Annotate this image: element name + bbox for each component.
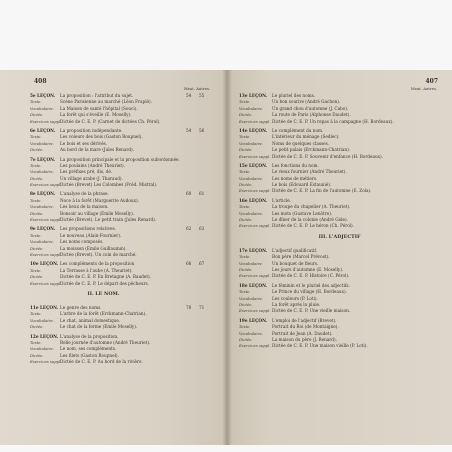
entry-label: 17e LEÇON. (239, 247, 268, 253)
entry-label: Dictée. (30, 112, 44, 118)
entry-label: Vocabulaire. (239, 260, 263, 266)
entry-text: Dictée de C. E. P. Histoire (C. Pérol). (272, 273, 350, 279)
page-ref-other: 55 (199, 93, 205, 98)
entry-label: 6e LEÇON. (30, 127, 56, 133)
entry-text: Les fonctions du nom. (272, 162, 319, 168)
contents-list (0, 93, 227, 365)
entry-row (0, 217, 227, 223)
entry-text: L'emploi de l'adjectif (Brevet). (272, 317, 337, 323)
entry-text: Scène Parisienne au marché (Léon Frapié). (60, 99, 152, 105)
entry-text: Les jours d'automne (E. Moselly). (272, 266, 344, 272)
entry-label: Dictée. (30, 274, 44, 280)
entry-text: Portrait du Roi (de Montaigne). (272, 324, 339, 330)
entry-text: Le pluriel des noms. (272, 93, 316, 98)
entry-text: La Maison de santé l'hôpital (Souci). (60, 105, 138, 111)
entry-text: Un grand chou d'automne (J. Cabo). (272, 105, 349, 111)
entry-text: Les couleurs (P. Loti). (272, 295, 318, 301)
entry-label: Texte. (30, 232, 42, 238)
entry-text: Les noms composés. (60, 239, 104, 245)
entry-text: Noce à la forêt (Marguerite Audoux). (60, 197, 139, 203)
entry-text: Les lieux de la maison. (60, 204, 109, 210)
entry-text: L'arbre de la forêt (Erckmann-Chatrian). (60, 311, 147, 317)
entry-label: 7e LEÇON. (30, 156, 56, 162)
entry-label: 14e LEÇON. (239, 127, 268, 133)
entry-text: Le vieux fournier (André Theuriet). (272, 169, 347, 175)
entry-label: Texte. (239, 324, 251, 330)
entry-text: Le genre des noms. (60, 304, 102, 310)
entry-label: Vocabulaire. (30, 317, 54, 323)
entry-label: Vocabulaire. (239, 175, 263, 181)
entry-text: Les voleurs des bois (Gaston Roupnel). (60, 134, 143, 140)
entry-text: L'analyse de la proposition. (60, 333, 119, 339)
entry-label: Texte. (30, 134, 42, 140)
page-number: 408 (34, 78, 47, 85)
entry-row (0, 182, 227, 188)
entry-label: Dictée. (239, 266, 253, 272)
page-ref-main: 66 (186, 261, 192, 267)
entry-text: Les filets (Gaston Roupnel). (60, 352, 119, 358)
entry-label: Texte. (239, 169, 251, 175)
entry-row (227, 188, 452, 194)
entry-label: Exercices suppl. (30, 359, 62, 365)
entry-label: Texte. (30, 99, 42, 105)
entry-text: Dictée (Brevet) Les Colombes (Fréd. Mistral). (60, 182, 158, 188)
entry-text: Le bois et ses dérivés. (60, 140, 108, 146)
entry-label: Vocabulaire. (30, 140, 54, 146)
entry-label: Exercices suppl. (30, 251, 62, 257)
entry-label: Exercices suppl. (239, 343, 271, 349)
entry-label: Dictée. (239, 112, 253, 118)
entry-text: Les poulains (André Theuriet). (60, 162, 125, 168)
entry-text: Dictée de C. E. P. Le départ des pêcheurs. (60, 280, 150, 286)
entry-text: Les noms de métiers. (272, 175, 318, 181)
entry-row (227, 343, 452, 349)
entry-label: 8e LEÇON. (30, 191, 56, 197)
page-ref-main: 54 (186, 127, 192, 133)
entry-label: Vocabulaire. (239, 105, 263, 111)
entry-label: Vocabulaire. (239, 330, 263, 336)
entry-row (0, 359, 227, 365)
entry-text: La moisson (Émile Guillaumin). (60, 245, 127, 251)
entry-text: La maison du père (J. Renard). (272, 336, 337, 342)
entry-row (227, 119, 452, 125)
entry-text: Dictée (Brevet). Un coin de marché. (60, 251, 137, 257)
entry-label: Dictée. (239, 147, 253, 153)
entry-label: Texte. (30, 267, 42, 273)
entry-label: Vocabulaire. (30, 346, 54, 352)
entry-text: L'analyse de la phrase. (60, 191, 109, 197)
entry-label: Vocabulaire. (30, 204, 54, 210)
entry-label: 16e LEÇON. (239, 197, 268, 203)
entry-text: La Terrasse à l'aube (A. Theuriet). (60, 267, 133, 273)
entry-label: 13e LEÇON. (239, 93, 268, 98)
entry-label: Exercices suppl. (239, 273, 271, 279)
entry-row (0, 147, 227, 153)
entry-text: Dictée de C. E. P. Une maison vieille (P. Loti). (272, 343, 368, 349)
entry-text: Le chat, animal domestique. (60, 317, 121, 323)
entry-text: Dictée de C. E. P. Au bord de la rivière. (60, 359, 143, 365)
entry-text: Le Prince du village (H. Bordeaux). (272, 289, 347, 295)
entry-text: Le petit palais (Erckmann-Chatrian). (272, 147, 351, 153)
entry-label: Dictée. (239, 217, 253, 223)
entry-text: La proposition principale et la proposition subordonnée. (60, 156, 180, 162)
entry-label: Texte. (239, 204, 251, 210)
entry-text: Les propositions relatives. (60, 226, 117, 232)
entry-text: Dictée de C. E. P. Une vieille maison. (272, 308, 351, 314)
entry-text: Portrait de Jean (A. Daudet). (272, 330, 333, 336)
entry-text: Bonsoir au village (Émile Moselly). (60, 210, 135, 216)
entry-label: Vocabulaire. (30, 169, 54, 175)
entry-text: L'adjectif qualificatif. (272, 247, 318, 253)
column-headings: Meat. Autres. (411, 87, 438, 91)
entry-label: Texte. (30, 162, 42, 168)
entry-label: Exercices suppl. (30, 118, 62, 124)
page-ref-main: 70 (186, 304, 192, 310)
entry-text: Les compléments de la proposition (60, 261, 135, 267)
entry-label: Vocabulaire. (30, 239, 54, 245)
page-ref-other: 71 (199, 304, 205, 310)
column-headings: Meat. Autres. (184, 87, 211, 91)
entry-label: Dictée. (30, 175, 44, 181)
entry-label: Exercices suppl. (239, 153, 271, 159)
page-ref-other: 67 (199, 261, 205, 267)
entry-label: Vocabulaire. (30, 105, 54, 111)
entry-label: 12e LEÇON. (30, 333, 59, 339)
entry-label: 18e LEÇON. (239, 282, 268, 288)
entry-label: 15e LEÇON. (239, 162, 268, 168)
entry-label: Texte. (239, 134, 251, 140)
entry-label: 9e LEÇON. (30, 226, 56, 232)
entry-text: Le chat de la ferme (Émile Moselly). (60, 324, 138, 330)
entry-text: L'intérieur du ménage (Sedlec). (272, 134, 340, 140)
entry-label: 10e LEÇON. (30, 261, 59, 267)
entry-text: Dictée (Brevet). Le petit train (Jules Renard). (60, 217, 157, 223)
entry-label: Texte. (30, 339, 42, 345)
entry-row (227, 223, 452, 229)
entry-text: Noms de quelques classes. (272, 140, 330, 146)
entry-label: 11e LEÇON. (30, 304, 59, 310)
entry-label: Dictée. (239, 336, 253, 342)
entry-label: Vocabulaire. (239, 140, 263, 146)
entry-label: Dictée. (30, 210, 44, 216)
entry-label: Exercices suppl. (239, 118, 271, 124)
entry-label: Dictée. (30, 245, 44, 251)
entry-row (227, 308, 452, 314)
entry-text: La proposition indépendante. (60, 127, 123, 133)
entry-label: Vocabulaire. (239, 295, 263, 301)
page-number: 407 (425, 78, 438, 85)
entry-text: La troupe du chapelier (A. Theuriet). (272, 204, 351, 210)
entry-label: Vocabulaire. (239, 210, 263, 216)
entry-text: Le complément du nom. (272, 127, 324, 133)
entry-label: Texte. (30, 311, 42, 317)
entry-text: La forêt après la pluie. (272, 301, 321, 307)
entry-text: Dictée de C. E. P. En Bretagne (A. Baudet). (60, 274, 151, 280)
entry-text: Dictée de C. E. P. Souvenir d'enfance (H. Bordeaux). (272, 153, 383, 159)
entry-label: Texte. (239, 254, 251, 260)
entry-label: Dictée. (30, 147, 44, 153)
entry-label: Dictée. (30, 352, 44, 358)
entry-row (227, 154, 452, 160)
entry-label: Dictée. (30, 324, 44, 330)
entry-text: Dictée de C. E. P. (Carnet de dictées Ch. Pérol). (60, 118, 161, 124)
entry-text: Au bord de la mare (Jules Renard). (60, 147, 134, 153)
entry-text: Dictée de C. E. P. Le héron (Ch. Pérol). (272, 223, 355, 229)
entry-text: Un bouquet de fleurs. (272, 260, 319, 266)
entry-text: Bon père (Marcel Prévost). (272, 254, 330, 260)
entry-label: 5e LEÇON. (30, 93, 56, 98)
section-heading: II. LE NOM. (87, 290, 120, 297)
entry-text: Le bois (Edouard Estaunié). (272, 182, 332, 188)
page-ref-main: 54 (186, 93, 192, 98)
entry-text: Un village arabe (J. Tharaud). (60, 175, 123, 181)
background-bottom (0, 445, 452, 452)
entry-text: Le dîner de la colonie (André Gide). (272, 217, 349, 223)
background-top (0, 0, 452, 70)
entry-label: Exercices suppl. (239, 223, 271, 229)
entry-text: Les préfixes pré, dis, dé. (60, 169, 113, 175)
entry-label: Texte. (239, 289, 251, 295)
entry-text: Le nouveau (Alain-Fournier). (60, 232, 122, 238)
entry-row (0, 252, 227, 258)
entry-text: Le féminin et le pluriel des adjectifs. (272, 282, 350, 288)
entry-row (227, 273, 452, 279)
entry-label: Exercices suppl. (30, 217, 62, 223)
entry-label: Dictée. (239, 301, 253, 307)
entry-row (0, 324, 227, 330)
entry-text: Belle journée d'automne (André Theuriet). (60, 339, 151, 345)
entry-text: La proposition : l'attribut du sujet. (60, 93, 134, 98)
entry-text: La forêt qui s'éveille (E. Moselly). (60, 112, 132, 118)
entry-label: Texte. (239, 99, 251, 105)
entry-label: Exercices suppl. (30, 280, 62, 286)
entry-label: Exercices suppl. (239, 188, 271, 194)
entry-label: Dictée. (239, 182, 253, 188)
page-ref-main: 62 (186, 226, 192, 232)
entry-text: Un bon sourire (André Gachon). (272, 99, 341, 105)
entry-text: Dictée de C. E. P. La fin de l'automne (E. Zola). (272, 188, 372, 194)
entry-text: L'article. (272, 197, 291, 203)
entry-label: Exercices suppl. (30, 182, 62, 188)
entry-label: 19e LEÇON. (239, 317, 268, 323)
entry-text: Dictée de C. E. P. Un repas à la campagne (H. Bordeaux). (272, 118, 394, 124)
entry-text: La route de Paris (Alphonse Daudet). (272, 112, 351, 118)
entry-row (0, 119, 227, 125)
page-ref-other: 61 (199, 191, 205, 197)
page-ref-main: 60 (186, 191, 192, 197)
right-page (227, 70, 452, 448)
page-ref-other: 56 (199, 127, 205, 133)
contents-list (227, 93, 452, 350)
book-gutter (222, 70, 232, 448)
entry-label: Texte. (30, 197, 42, 203)
entry-label: Exercices suppl. (239, 308, 271, 314)
entry-row (0, 281, 227, 287)
section-heading: III. L'ADJECTIF (318, 233, 361, 240)
page-ref-other: 63 (199, 226, 205, 232)
entry-text: Le nom, ses compléments. (60, 346, 117, 352)
entry-text: Les mots (Gustave Lenôtre). (272, 210, 333, 216)
left-page (0, 70, 227, 448)
